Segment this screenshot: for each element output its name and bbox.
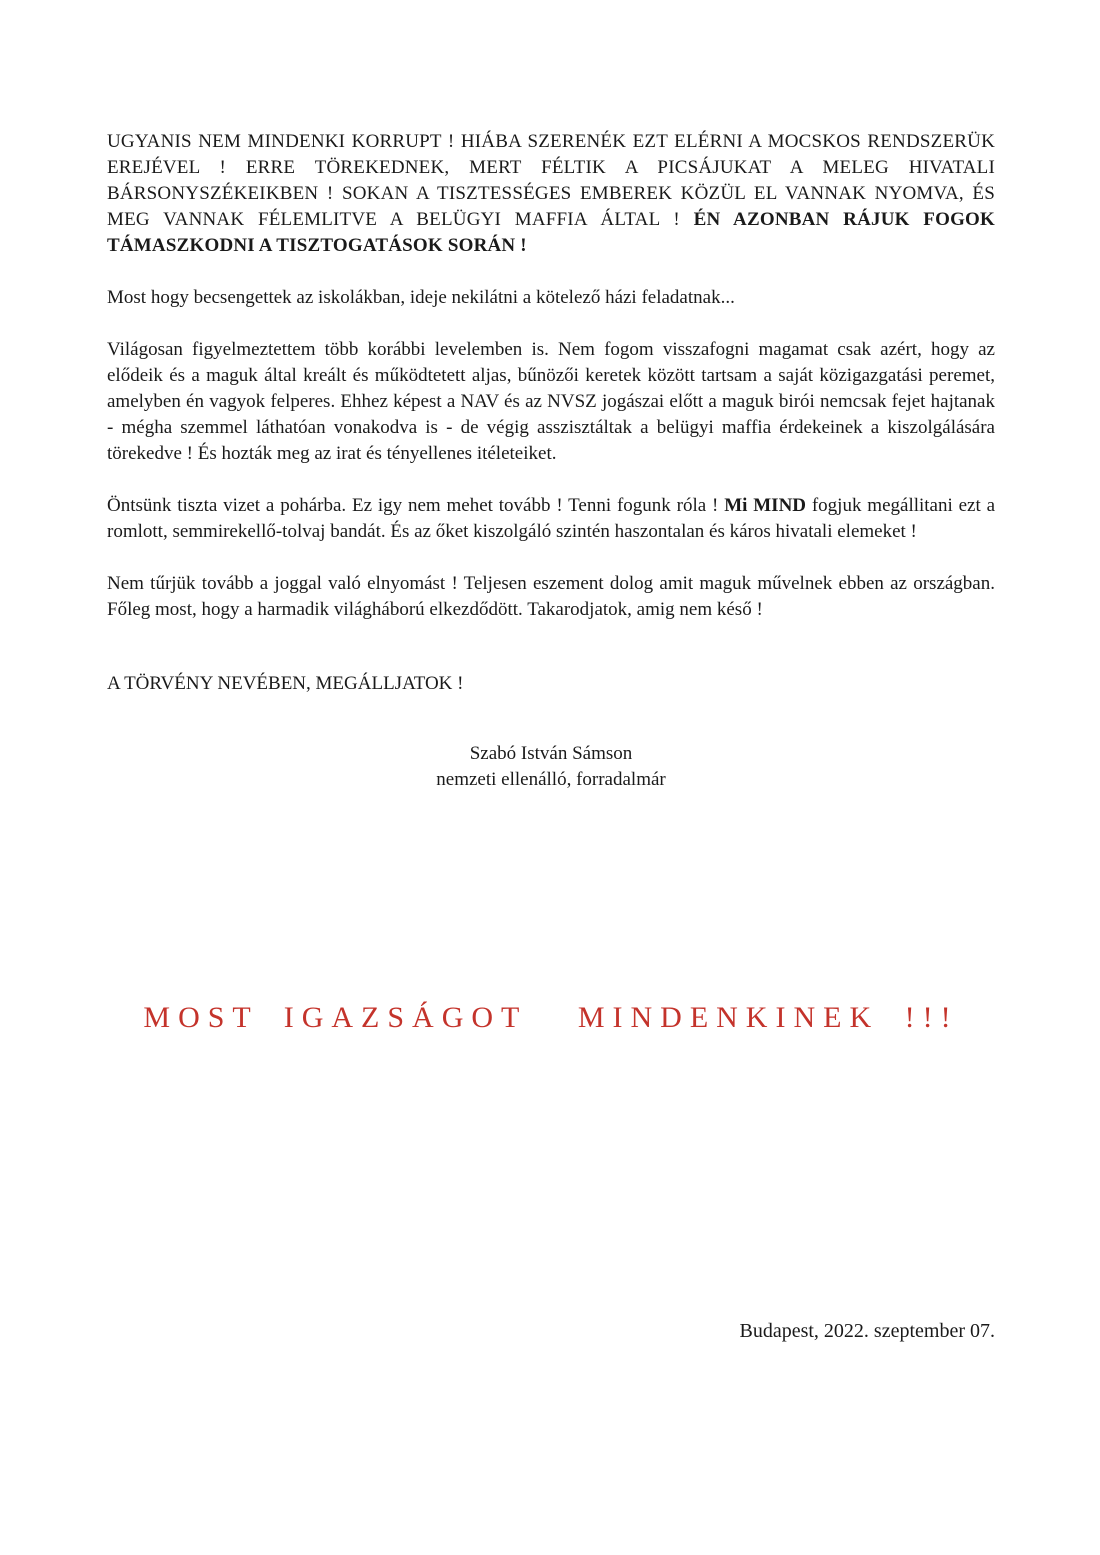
paragraph-warning: Világosan figyelmeztettem több korábbi levelemben is. Nem fogom visszafogni magamat csak azért, hogy az elődeik és a maguk által kreált és működtetett aljas, bűnözői keretek között tartsam a saját közigazgatási peremet, amelyben én vagyok felperes. Ehhez képest a NAV és az NVSZ jogászai előtt a maguk birói nemcsak fejet hajtanak - mégha szemmel láthatóan vonakodva is - de végig asszisztáltak a belügyi maffia érdekeinek a kiszolgálására törekedve ! És hozták meg az irat és tényellenes itéleteiket. (107, 339, 995, 464)
paragraph-school: Most hogy becsengettek az iskolákban, ideje nekilátni a kötelező házi feladatnak... (107, 287, 735, 308)
date-line: Budapest, 2022. szeptember 07. (739, 1320, 995, 1342)
signature-block (107, 741, 995, 793)
paragraph-intro (107, 129, 995, 259)
red-slogan: MOST IGAZSÁGOT MINDENKINEK !!! (143, 1001, 959, 1034)
paragraph-clean-water-before-bold: Öntsünk tiszta vizet a pohárba. Ez igy nem mehet tovább ! Tenni fogunk róla ! (107, 495, 725, 516)
signature-title: nemzeti ellenálló, forradalmár (436, 769, 666, 790)
closing-line: A TÖRVÉNY NEVÉBEN, MEGÁLLJATOK ! (107, 673, 464, 694)
letter-body (107, 129, 995, 1344)
paragraph-intro-regular-text: UGYANIS NEM MINDENKI KORRUPT ! HIÁBA SZERENÉK EZT ELÉRNI A MOCSKOS RENDSZERÜK EREJÉVEL ! ERRE TÖREKEDNEK, MERT FÉLTIK A PICSÁJUKAT A MELEG HIVATALI BÁRSONYSZÉKEIKBEN ! SOKAN A TISZTESSÉGES EMBEREK KÖZÜL EL VANNAK NYOMVA, ÉS MEG VANNAK FÉLEMLITVE A BELÜGYI MAFFIA ÁLTAL ! (107, 131, 995, 230)
paragraph-oppression: Nem tűrjük tovább a joggal való elnyomást ! Teljesen eszement dolog amit maguk művelnek ebben az országban. Főleg most, hogy a harmadik világháború elkezdődött. Takarodjatok, amig nem késő ! (107, 573, 995, 620)
paragraph-clean-water-bold: Mi MIND (724, 495, 807, 516)
signature-name: Szabó István Sámson (469, 743, 633, 764)
paragraph-clean-water (107, 493, 995, 545)
paragraph-intro-bold-text: ÉN AZONBAN RÁJUK FOGOK TÁMASZKODNI A TISZTOGATÁSOK SORÁN ! (107, 209, 996, 256)
paragraph-clean-water-after-bold: fogjuk megállitani ezt a romlott, semmirekellő-tolvaj bandát. És az őket kiszolgáló szintén haszontalan és káros hivatali elemeket ! (107, 495, 996, 542)
